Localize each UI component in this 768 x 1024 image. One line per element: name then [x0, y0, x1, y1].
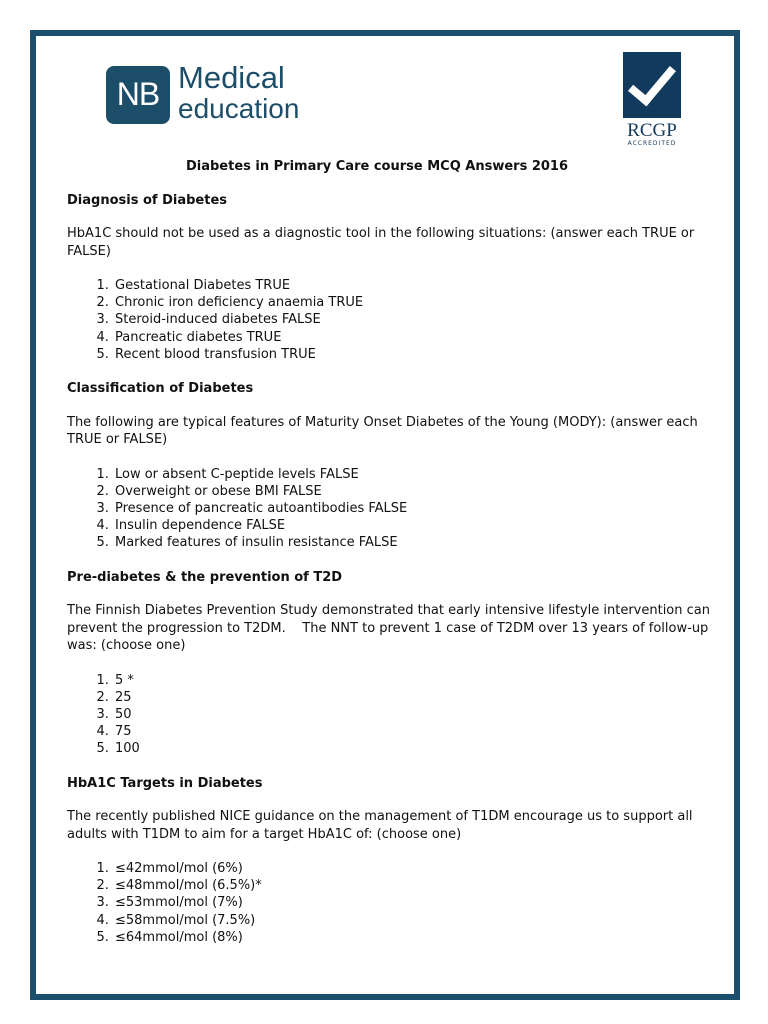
section-hba1c-targets — [67, 775, 717, 947]
answer-list — [67, 860, 717, 946]
list-item: 2. 25 — [113, 689, 717, 706]
rcgp-name: RCGP — [627, 120, 677, 141]
rcgp-accredited: ACCREDITED — [627, 140, 677, 147]
section-diagnosis — [67, 192, 717, 364]
section-classification — [67, 380, 717, 552]
section-question: HbA1C should not be used as a diagnostic tool in the following situations: (answer each TRUE or FALSE) — [67, 226, 695, 259]
document-body — [67, 158, 717, 963]
page-title: Diabetes in Primary Care course MCQ Answers 2016 — [185, 159, 569, 174]
list-item: 5. Recent blood transfusion TRUE — [113, 346, 717, 363]
list-item: 2. Overweight or obese BMI FALSE — [113, 483, 717, 500]
list-item: 4. Insulin dependence FALSE — [113, 517, 717, 534]
list-item: 5. Marked features of insulin resistance FALSE — [113, 534, 717, 551]
answer-list — [67, 672, 717, 758]
list-item: 4. ≤58mmol/mol (7.5%) — [113, 912, 717, 929]
section-question: The following are typical features of Maturity Onset Diabetes of the Young (MODY): (answer each TRUE or FALSE) — [67, 414, 698, 448]
section-question: The Finnish Diabetes Prevention Study demonstrated that early intensive lifestyle intervention can prevent the progression to T2DM. The NNT to prevent 1 case of T2DM over 13 years of follow-up was: (choose one) — [67, 603, 715, 654]
rcgp-accredited-logo — [620, 52, 684, 148]
answer-list — [67, 277, 717, 363]
list-item: 1. Low or absent C-peptide levels FALSE — [113, 466, 717, 483]
section-prediabetes — [67, 569, 717, 758]
list-item: 3. Presence of pancreatic autoantibodies FALSE — [113, 500, 717, 517]
list-item: 4. 75 — [113, 723, 717, 740]
list-item: 1. ≤42mmol/mol (6%) — [113, 860, 717, 877]
list-item: 3. 50 — [113, 706, 717, 723]
nb-logo-text: NB — [116, 76, 160, 112]
logo-education-text: education — [178, 93, 300, 124]
list-item: 5. 100 — [113, 740, 717, 757]
section-heading: Classification of Diabetes — [67, 381, 254, 397]
list-item: 2. Chronic iron deficiency anaemia TRUE — [113, 294, 717, 311]
section-heading: Pre-diabetes & the prevention of T2D — [67, 569, 343, 585]
list-item: 1. 5 * — [113, 672, 717, 689]
rcgp-checkmark-icon — [623, 52, 681, 118]
section-question: The recently published NICE guidance on the management of T1DM encourage us to support all adults with T1DM to aim for a target HbA1C of: (choose one) — [67, 809, 693, 842]
answer-list — [67, 466, 717, 552]
section-heading: HbA1C Targets in Diabetes — [67, 775, 263, 791]
list-item: 1. Gestational Diabetes TRUE — [113, 277, 717, 294]
section-heading: Diagnosis of Diabetes — [67, 192, 227, 208]
list-item: 5. ≤64mmol/mol (8%) — [113, 929, 717, 946]
list-item: 3. Steroid-induced diabetes FALSE — [113, 311, 717, 328]
list-item: 2. ≤48mmol/mol (6.5%)* — [113, 877, 717, 894]
list-item: 4. Pancreatic diabetes TRUE — [113, 329, 717, 346]
nb-logo — [106, 66, 170, 124]
list-item: 3. ≤53mmol/mol (7%) — [113, 894, 717, 911]
logo-medical-text: Medical — [178, 60, 285, 95]
